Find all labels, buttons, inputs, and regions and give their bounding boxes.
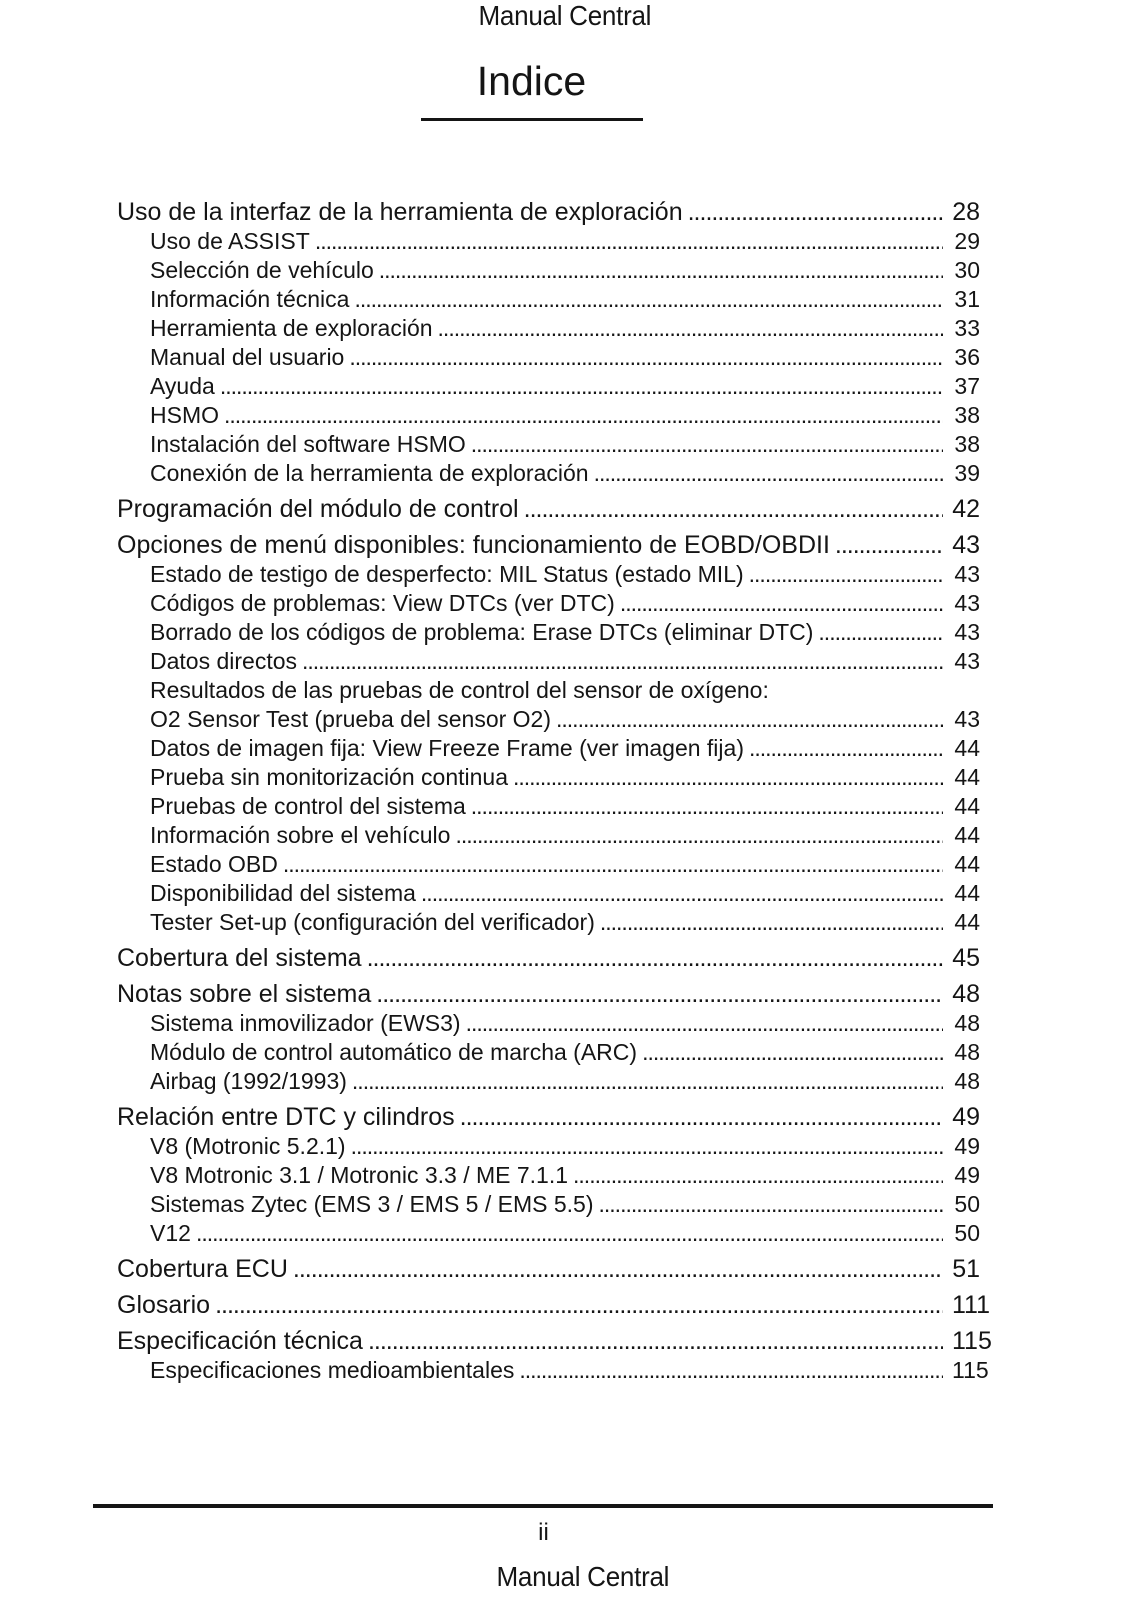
toc-leader-dots (749, 560, 943, 589)
toc-entry-label: Sistema inmovilizador (EWS3) (150, 1010, 461, 1036)
toc-entry (117, 618, 980, 647)
toc-entry-page: 44 (954, 822, 980, 848)
toc-entry-page: 33 (954, 315, 980, 341)
toc-entry (117, 850, 980, 879)
toc-leader-dots (379, 256, 943, 285)
toc-entry (117, 1009, 980, 1038)
toc-entry-label: Instalación del software HSMO (150, 431, 466, 457)
toc-entry-label: Códigos de problemas: View DTCs (ver DTC) (150, 590, 615, 616)
toc-leader-dots (315, 227, 943, 256)
toc-entry-page: 48 (954, 1068, 980, 1094)
toc-entry-page: 49 (954, 1162, 980, 1188)
toc-entry-label: Datos de imagen fija: View Freeze Frame (ver imagen fija) (150, 735, 744, 761)
toc-leader-dots (376, 979, 943, 1009)
footer-title: Manual Central (496, 1561, 669, 1592)
toc-entry-page: 50 (954, 1191, 980, 1217)
toc-entry-page: 43 (954, 706, 980, 732)
page-title-inner (421, 58, 643, 121)
toc-entry-page: 44 (954, 735, 980, 761)
toc-entry-label: Selección de vehículo (150, 257, 374, 283)
toc-entry-label: Estado OBD (150, 851, 278, 877)
toc-leader-dots (471, 430, 943, 459)
toc-entry-label: Cobertura del sistema (117, 944, 362, 972)
toc-entry-page: 49 (952, 1103, 980, 1131)
toc-entry (117, 227, 980, 256)
document-header (0, 0, 1129, 37)
toc-entry-page: 44 (954, 909, 980, 935)
toc-entry (117, 1219, 980, 1248)
toc-leader-dots (224, 401, 943, 430)
toc-entry (117, 763, 980, 792)
toc-entry-page: 49 (954, 1133, 980, 1159)
toc-entry (117, 879, 980, 908)
toc-entry-label: Disponibilidad del sistema (150, 880, 416, 906)
toc-leader-dots (519, 1356, 943, 1385)
toc-leader-dots (471, 792, 943, 821)
toc-entry-label: Uso de la interfaz de la herramienta de exploración (117, 198, 683, 226)
toc-entry (117, 1326, 992, 1356)
toc-leader-dots (354, 285, 943, 314)
toc-entry-label: Información técnica (150, 286, 350, 312)
toc-entry-page: 115 (952, 1357, 989, 1383)
table-of-contents (117, 197, 992, 1385)
toc-entry-page: 51 (952, 1255, 980, 1283)
toc-entry (117, 560, 980, 589)
toc-leader-dots (368, 1326, 943, 1356)
toc-entry (117, 314, 980, 343)
toc-entry-label: Airbag (1992/1993) (150, 1068, 347, 1094)
toc-leader-dots (599, 1190, 943, 1219)
toc-entry-page: 48 (952, 980, 980, 1008)
toc-entry (117, 285, 980, 314)
toc-leader-dots (293, 1254, 943, 1284)
toc-leader-dots (524, 494, 943, 524)
toc-entry-page: 37 (954, 373, 980, 399)
toc-leader-dots (600, 908, 943, 937)
toc-leader-dots (556, 705, 943, 734)
toc-leader-dots (352, 1067, 943, 1096)
toc-entry (117, 1161, 980, 1190)
toc-entry-label: V8 (Motronic 5.2.1) (150, 1133, 346, 1159)
toc-entry-page: 31 (954, 286, 980, 312)
toc-entry-page: 30 (954, 257, 980, 283)
toc-entry (117, 430, 980, 459)
toc-entry (117, 372, 980, 401)
toc-entry-page: 45 (952, 944, 980, 972)
toc-leader-dots (460, 1102, 943, 1132)
toc-entry-label: Manual del usuario (150, 344, 345, 370)
footer-page-number: ii (538, 1519, 549, 1546)
toc-leader-dots (749, 734, 943, 763)
toc-entry-label: Tester Set-up (configuración del verificador) (150, 909, 595, 935)
toc-entry (117, 530, 980, 560)
toc-entry (117, 943, 980, 973)
toc-entry-label: Datos directos (150, 648, 298, 674)
toc-entry-label: Especificación técnica (117, 1327, 363, 1355)
toc-entry-page: 43 (954, 590, 980, 616)
toc-leader-dots (573, 1161, 943, 1190)
toc-entry-page: 39 (954, 460, 980, 486)
page-title: Indice (476, 58, 587, 104)
toc-leader-dots (351, 1132, 943, 1161)
toc-entry-page: 36 (954, 344, 980, 370)
toc-entry (117, 459, 980, 488)
toc-leader-dots (455, 821, 943, 850)
toc-entry-label: HSMO (150, 402, 219, 428)
toc-leader-dots (438, 314, 943, 343)
title-underline (421, 118, 643, 121)
toc-entry-label: Uso de ASSIST (150, 228, 310, 254)
toc-entry-label: Notas sobre el sistema (117, 980, 372, 1008)
toc-entry-page: 43 (954, 648, 980, 674)
toc-entry-label: Ayuda (150, 373, 215, 399)
header-title: Manual Central (478, 0, 651, 31)
toc-entry-page: 43 (954, 561, 980, 587)
toc-entry-label: Herramienta de exploración (150, 315, 433, 341)
toc-leader-dots (215, 1290, 943, 1320)
toc-entry (117, 821, 980, 850)
toc-entry-page: 44 (954, 764, 980, 790)
toc-entry-label: Cobertura ECU (117, 1255, 288, 1283)
toc-entry (117, 705, 980, 734)
toc-entry-label: Resultados de las pruebas de control del sensor de oxígeno: (150, 677, 769, 703)
toc-entry-page: 44 (954, 851, 980, 877)
toc-entry-label: Módulo de control automático de marcha (ARC) (150, 1039, 638, 1065)
toc-entry-page: 44 (954, 793, 980, 819)
toc-entry-label: Sistemas Zytec (EMS 3 / EMS 5 / EMS 5.5) (150, 1191, 594, 1217)
toc-entry (117, 1356, 989, 1385)
toc-entry-label: Pruebas de control del sistema (150, 793, 466, 819)
toc-entry-page: 111 (952, 1291, 991, 1319)
toc-entry (117, 734, 980, 763)
toc-entry-page: 42 (952, 495, 980, 523)
toc-entry (117, 1038, 980, 1067)
toc-entry-label: Estado de testigo de desperfecto: MIL Status (estado MIL) (150, 561, 744, 587)
toc-leader-dots (466, 1009, 943, 1038)
toc-entry-label: Información sobre el vehículo (150, 822, 451, 848)
toc-entry (117, 401, 980, 430)
toc-entry (117, 1102, 980, 1132)
toc-entry-page: 43 (952, 531, 980, 559)
document-footer (18, 1560, 1129, 1599)
toc-entry (117, 792, 980, 821)
toc-entry (117, 589, 980, 618)
toc-entry (117, 1290, 991, 1320)
toc-entry-label: O2 Sensor Test (prueba del sensor O2) (150, 706, 552, 732)
toc-entry (117, 494, 980, 524)
toc-leader-dots (594, 459, 943, 488)
toc-entry (117, 256, 980, 285)
toc-entry (117, 676, 980, 705)
page-title-block (0, 58, 1129, 121)
toc-entry-page: 44 (954, 880, 980, 906)
toc-leader-dots (367, 943, 943, 973)
toc-entry-label: Opciones de menú disponibles: funcionamiento de EOBD/OBDII (117, 531, 830, 559)
toc-entry-label: Glosario (117, 1291, 211, 1319)
toc-entry (117, 1132, 980, 1161)
toc-entry-page: 50 (954, 1220, 980, 1246)
toc-entry-page: 115 (952, 1327, 992, 1355)
toc-leader-dots (283, 850, 943, 879)
toc-entry-label: Programación del módulo de control (117, 495, 519, 523)
toc-entry-page: 48 (954, 1039, 980, 1065)
footer-rule (93, 1504, 993, 1508)
toc-entry-page: 48 (954, 1010, 980, 1036)
toc-entry (117, 979, 980, 1009)
toc-entry-label: Conexión de la herramienta de exploración (150, 460, 589, 486)
toc-leader-dots (220, 372, 943, 401)
toc-entry-page: 28 (952, 198, 980, 226)
toc-entry-page: 43 (954, 619, 980, 645)
toc-entry (117, 1067, 980, 1096)
toc-entry (117, 908, 980, 937)
toc-leader-dots (818, 618, 943, 647)
toc-entry-label: V8 Motronic 3.1 / Motronic 3.3 / ME 7.1.1 (150, 1162, 569, 1188)
toc-entry-page: 38 (954, 402, 980, 428)
toc-entry (117, 647, 980, 676)
toc-entry (117, 1190, 980, 1219)
toc-entry-label: Especificaciones medioambientales (150, 1357, 515, 1383)
toc-leader-dots (835, 530, 943, 560)
toc-leader-dots (688, 197, 943, 227)
toc-entry-page: 29 (954, 228, 980, 254)
toc-entry (117, 1254, 980, 1284)
toc-leader-dots (642, 1038, 943, 1067)
toc-leader-dots (513, 763, 943, 792)
toc-leader-dots (196, 1219, 943, 1248)
toc-entry-label: Prueba sin monitorización continua (150, 764, 508, 790)
toc-entry-label: Borrado de los códigos de problema: Erase DTCs (eliminar DTC) (150, 619, 814, 645)
toc-leader-dots (349, 343, 943, 372)
toc-entry-label: Relación entre DTC y cilindros (117, 1103, 455, 1131)
toc-entry-label: V12 (150, 1220, 191, 1246)
toc-entry (117, 343, 980, 372)
toc-leader-dots (620, 589, 943, 618)
toc-leader-dots (302, 647, 943, 676)
toc-entry (117, 197, 980, 227)
toc-entry-page: 38 (954, 431, 980, 457)
toc-leader-dots (421, 879, 943, 908)
